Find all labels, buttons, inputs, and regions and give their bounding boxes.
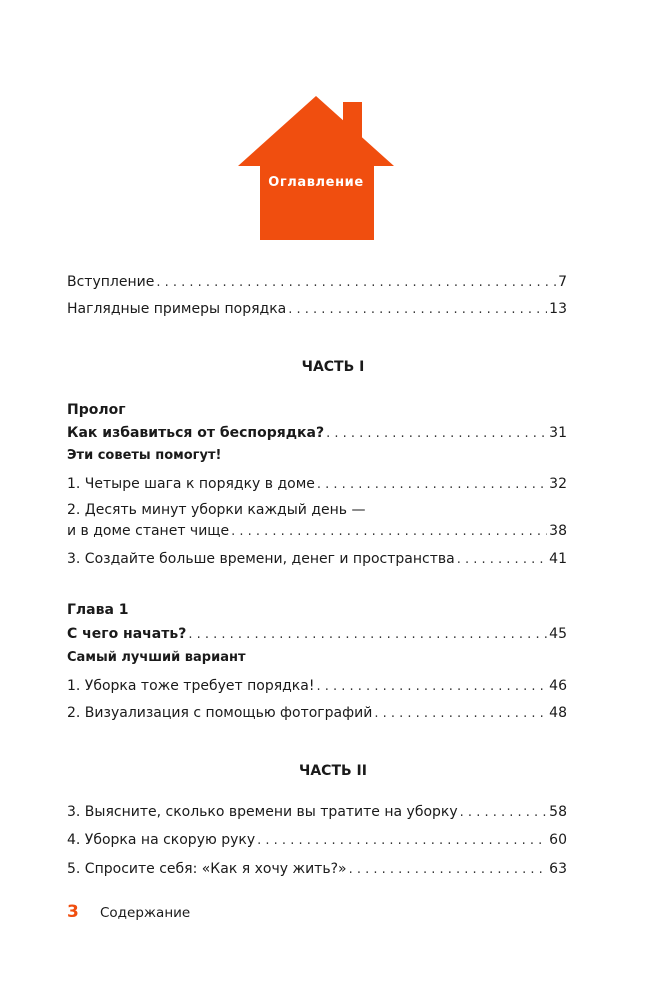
prolog-subtitle: Эти советы помогут! bbox=[67, 448, 222, 463]
toc-entry-prolog-3[interactable]: 3. Создайте больше времени, денег и пространства . . . 41 bbox=[67, 550, 567, 569]
toc-entry-prolog[interactable]: Как избавиться от беспорядка? . . . 31 bbox=[67, 424, 567, 443]
toc-entry-part2-1[interactable]: 3. Выясните, сколько времени вы тратите на уборку . . . 58 bbox=[67, 803, 567, 822]
toc-entry-prolog-2-line1[interactable]: 2. Десять минут уборки каждый день — bbox=[67, 502, 366, 518]
toc-entry-chapter-1-2[interactable]: 2. Визуализация с помощью фотографий . . . 48 bbox=[67, 704, 567, 723]
footer-section-label: Содержание bbox=[100, 905, 191, 921]
page-number: 3 bbox=[67, 902, 79, 922]
toc-entry-part2-2[interactable]: 4. Уборка на скорую руку . . . 60 bbox=[67, 831, 567, 850]
toc-entry-chapter-1-1[interactable]: 1. Уборка тоже требует порядка! . . . 46 bbox=[67, 677, 567, 696]
part-1-heading: ЧАСТЬ I bbox=[301, 359, 365, 375]
toc-entry-prolog-2[interactable]: и в доме станет чище . . . 38 bbox=[67, 522, 567, 541]
chapter-1-subtitle: Самый лучший вариант bbox=[67, 650, 246, 665]
house-icon bbox=[238, 96, 394, 240]
toc-entry-intro[interactable]: Вступление . . . 7 bbox=[67, 273, 567, 292]
part-2-heading: ЧАСТЬ II bbox=[299, 763, 367, 779]
toc-entry-examples[interactable]: Наглядные примеры порядка . . . 13 bbox=[67, 300, 567, 319]
toc-entry-part2-3[interactable]: 5. Спросите себя: «Как я хочу жить?» . . . 63 bbox=[67, 860, 567, 879]
toc-entry-prolog-1[interactable]: 1. Четыре шага к порядку в доме . . . 32 bbox=[67, 475, 567, 494]
house-header bbox=[238, 96, 394, 240]
prolog-label: Пролог bbox=[67, 402, 126, 418]
chapter-1-label: Глава 1 bbox=[67, 602, 129, 618]
toc-heading: Оглавление bbox=[268, 175, 364, 190]
toc-entry-chapter-1[interactable]: С чего начать? . . . 45 bbox=[67, 625, 567, 644]
